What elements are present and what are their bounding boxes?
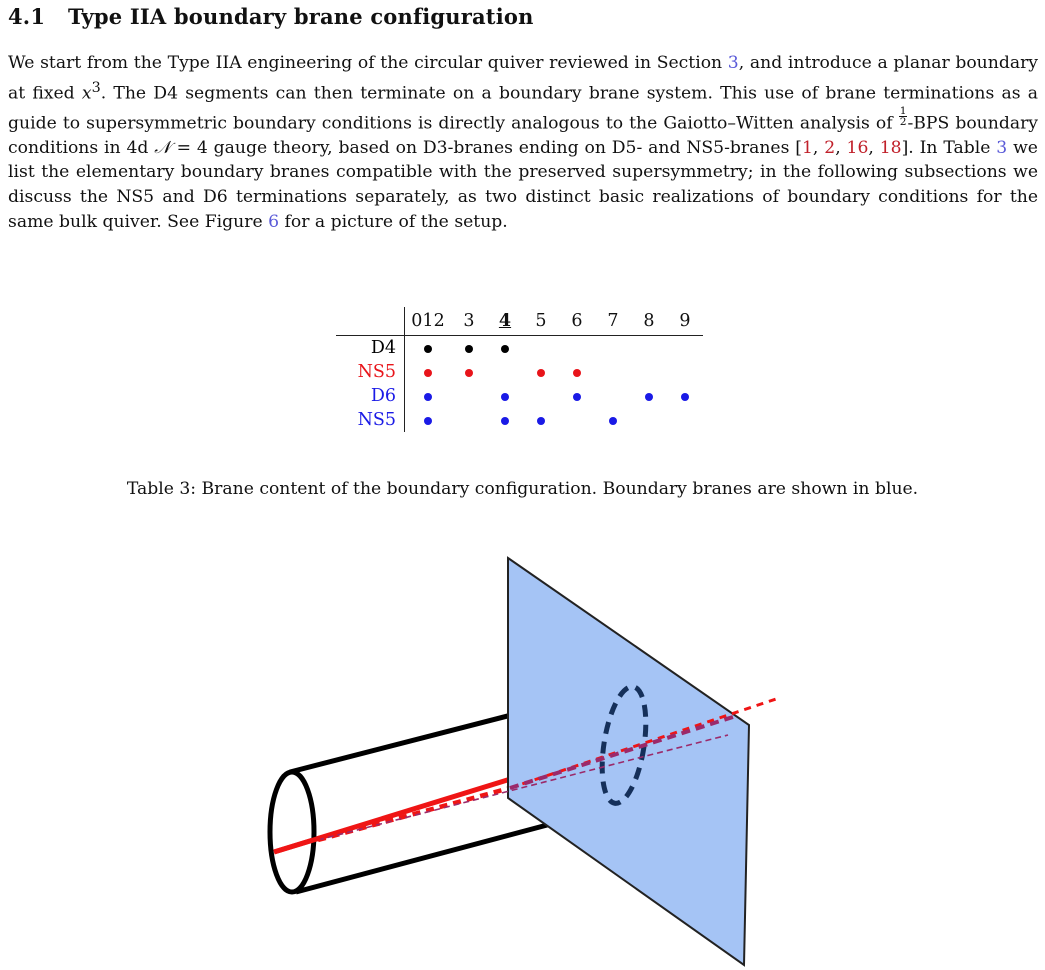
table-cell <box>451 384 487 408</box>
brane-figure <box>0 540 1045 970</box>
citation-sep: , <box>835 137 847 158</box>
column-header <box>487 307 523 336</box>
table-cell <box>405 336 452 361</box>
table-cell <box>667 336 703 361</box>
citation-link[interactable]: 16 <box>846 137 869 158</box>
boundary-plane <box>508 558 749 965</box>
figure-ref-link[interactable]: 6 <box>268 211 280 232</box>
table-cell <box>595 336 631 361</box>
citation-sep: , <box>812 137 825 158</box>
table-corner <box>336 307 405 336</box>
math-calN: 𝒩 <box>154 137 171 158</box>
body-paragraph <box>8 51 1038 234</box>
section-number: 4.1 <box>8 4 46 29</box>
table-cell <box>523 360 559 384</box>
brane-dot <box>424 417 432 425</box>
section-title: Type IIA boundary brane configuration <box>68 4 534 29</box>
brane-dot <box>645 393 653 401</box>
table-cell <box>631 384 667 408</box>
table-cell <box>487 360 523 384</box>
fraction-numerator: 1 <box>899 103 907 117</box>
column-header: 5 <box>523 307 559 336</box>
row-label: NS5 <box>336 408 405 432</box>
column-header-underlined: 4 <box>498 311 512 331</box>
brane-dot <box>501 417 509 425</box>
row-label: NS5 <box>336 360 405 384</box>
table-cell <box>559 360 595 384</box>
table-row <box>336 360 703 384</box>
table-cell <box>487 408 523 432</box>
section-heading <box>8 4 534 29</box>
text-run: -BPS boundary conditions in 4d <box>8 113 1038 158</box>
table-cell <box>523 408 559 432</box>
table-cell <box>667 408 703 432</box>
table-ref-link[interactable]: 3 <box>996 137 1008 158</box>
table-row <box>336 408 703 432</box>
table-cell <box>451 336 487 361</box>
citation-link[interactable]: 18 <box>879 137 902 158</box>
table-cell <box>667 384 703 408</box>
column-header: 9 <box>667 307 703 336</box>
table-cell <box>631 408 667 432</box>
table-cell <box>559 408 595 432</box>
text-run: . The D4 segments can then terminate on a boundary brane system. This use of brane terminations as a guide to supersymmetric boundary conditions is directly analogous to the Gaiotto–Witten analysis of <box>8 83 1038 134</box>
brane-dot <box>537 417 545 425</box>
math-variable: x <box>81 83 92 104</box>
table-cell <box>523 384 559 408</box>
table-header-row <box>336 307 703 336</box>
column-header: 7 <box>595 307 631 336</box>
table-cell <box>559 336 595 361</box>
citation-sep: , <box>868 137 880 158</box>
table-cell <box>559 384 595 408</box>
table-cell <box>405 360 452 384</box>
brane-dot <box>609 417 617 425</box>
table-cell <box>451 408 487 432</box>
table-cell <box>667 360 703 384</box>
column-header: 6 <box>559 307 595 336</box>
text-run: , and introduce a planar boundary at fixed <box>8 53 1038 104</box>
table-row <box>336 336 703 361</box>
brane-dot <box>465 369 473 377</box>
column-header: 8 <box>631 307 667 336</box>
brane-dot <box>424 369 432 377</box>
text-run: = 4 gauge theory, based on D3-branes ending on D5- and NS5-branes [ <box>170 137 802 158</box>
text-run: we list the elementary boundary branes compatible with the preserved supersymmetry; in the following subsections we discuss the NS5 and D6 terminations separately, as two distinct basic realizations of boundary conditions for the same bulk quiver. See Figure <box>8 137 1038 232</box>
table-cell <box>523 336 559 361</box>
row-label: D6 <box>336 384 405 408</box>
table-cell <box>595 408 631 432</box>
table-cell <box>487 384 523 408</box>
table-cell <box>595 360 631 384</box>
table-cell <box>631 336 667 361</box>
brane-dot <box>501 345 509 353</box>
brane-dot <box>573 393 581 401</box>
table-caption: Table 3: Brane content of the boundary configuration. Boundary branes are shown in blue. <box>126 479 919 499</box>
table-cell <box>405 408 452 432</box>
text-run: for a picture of the setup. <box>279 211 508 232</box>
table-cell <box>595 384 631 408</box>
table-cell <box>487 336 523 361</box>
citation-link[interactable]: 2 <box>824 137 836 158</box>
citation-link[interactable]: 1 <box>801 137 813 158</box>
text-run: ]. In Table <box>901 137 997 158</box>
column-header: 012 <box>405 307 452 336</box>
d4-dashed-line-left <box>318 788 510 840</box>
row-label: D4 <box>336 336 405 361</box>
fraction-denominator: 2 <box>899 114 907 128</box>
math-superscript: 3 <box>91 79 101 96</box>
table-cell <box>451 360 487 384</box>
brane-dot <box>573 369 581 377</box>
section-ref-link[interactable]: 3 <box>727 53 739 73</box>
table-cell <box>405 384 452 408</box>
table-body <box>336 336 703 433</box>
brane-dot <box>681 393 689 401</box>
text-run: We start from the Type IIA engineering of the circular quiver reviewed in Section <box>8 53 728 73</box>
brane-table <box>336 307 703 432</box>
brane-dot <box>501 393 509 401</box>
brane-dot <box>537 369 545 377</box>
table-cell <box>631 360 667 384</box>
cylinder-front-ellipse <box>270 772 314 892</box>
column-header: 3 <box>451 307 487 336</box>
brane-dot <box>424 345 432 353</box>
brane-dot <box>465 345 473 353</box>
brane-dot <box>424 393 432 401</box>
table-row <box>336 384 703 408</box>
